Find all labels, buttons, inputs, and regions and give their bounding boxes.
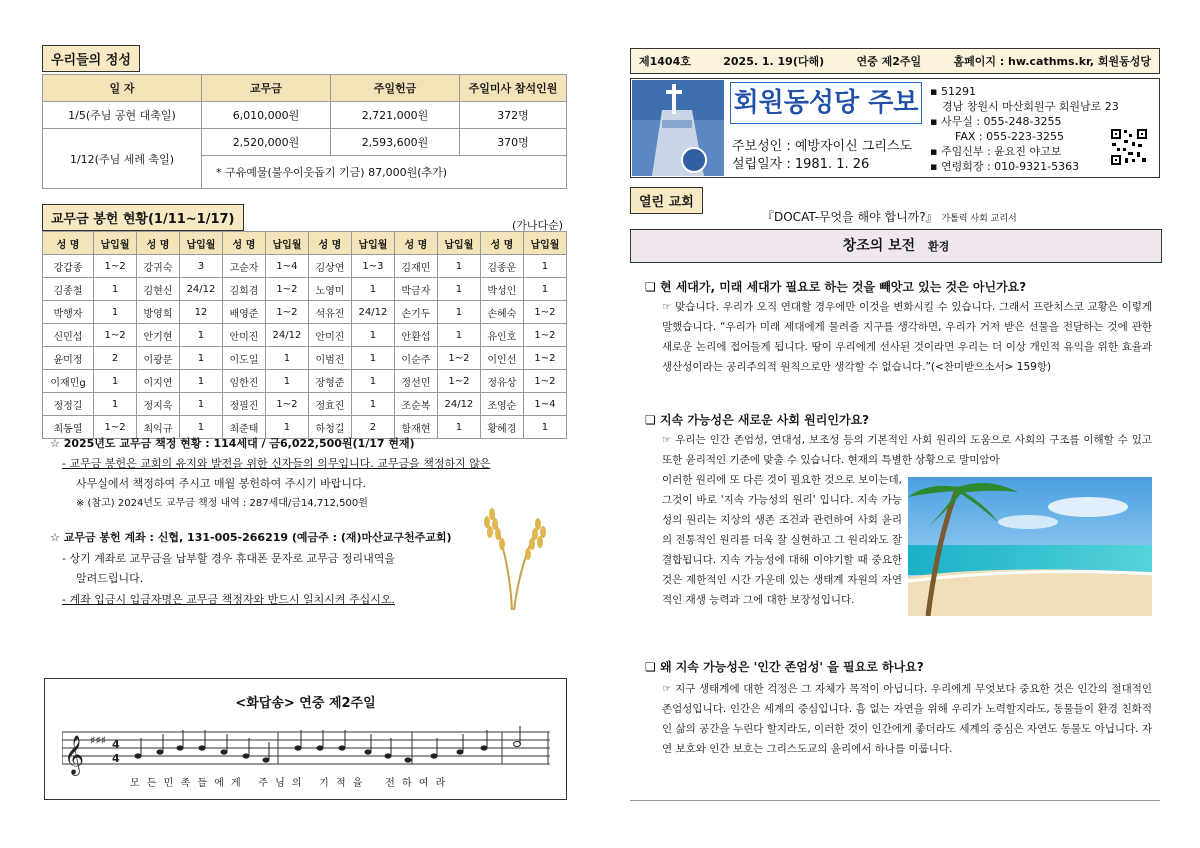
issue-number: 제1404호 (639, 55, 691, 68)
table-cell: 2,593,600원 (331, 129, 460, 156)
question-3: ❏ 왜 지속 가능성은 '인간 존엄성' 을 필요로 하나요? (645, 660, 924, 674)
donor-name: 안미진 (308, 324, 351, 347)
donor-name: 손기두 (394, 301, 437, 324)
table-cell: 370명 (460, 129, 567, 156)
beach-image (908, 477, 1152, 616)
psalm-title: <화답송> 연중 제2주일 (235, 696, 376, 711)
donor-months: 12 (179, 301, 222, 324)
col-date: 일 자 (43, 75, 202, 102)
donor-name: 정정길 (43, 393, 94, 416)
answer-1: ☞ 맞습니다. 우리가 오직 연대할 경우에만 이것을 변화시킬 수 있습니다. 그래서 프란치스코 교황은 이렇게 말했습니다. “우리가 미래 세대에게 물려줄 지구를 생각하면, 우리가 거저 받은 선물을 전달하는 것에 관한 새로운 논리에 접어들게 됩니다. 땅이 우리에게 선사된 것이라면 우리는 더 이상 개인적 유익을 위한 효율과 생산성이라는 공리주의적 원칙으로만 생각할 수 없습니다.”(<찬미받으소서> 159항) (662, 301, 1152, 373)
donor-months: 1~2 (265, 278, 308, 301)
donor-name: 황혜경 (480, 416, 523, 439)
donor-months: 1 (179, 370, 222, 393)
donor-months: 1 (437, 416, 480, 439)
svg-text:♯♯♯: ♯♯♯ (90, 734, 106, 747)
question-1: ❏ 현 세대가, 미래 세대가 필요로 하는 것을 빼앗고 있는 것은 아닌가요? (645, 280, 1027, 294)
donor-months: 1 (94, 301, 137, 324)
donor-name: 안미진 (222, 324, 265, 347)
table-row (43, 301, 567, 324)
answer-2-body: 이러한 원리에 또 다른 것이 필요한 것으로 보이는데, 그것이 바로 '지속 가능성의 원리' 입니다. 지속 가능성의 원리는 지상의 생존 조건과 관련하여 사회 윤리의 전통적인 원리를 더욱 잘 실현하고 그 원리와도 잘 결합됩니다. 지속 가능성에 대해 이야기할 때 중요한 것은 제한적인 시간 가운데 있는 생태계 자원의 자연적인 재생 능력과 그에 대한 보장성입니다. (662, 474, 902, 606)
donor-months: 1~2 (265, 301, 308, 324)
tithe-summary: ☆ 2025년도 교무금 책정 현황 : 114세대 / 금6,022,500원(1/17 현재) (50, 437, 415, 450)
homepage-link[interactable]: 홈페이지 : hw.cathms.kr, 회원동성당 (953, 55, 1151, 68)
donor-section-title: 교무금 봉헌 현황(1/11~1/17) (42, 204, 244, 231)
donor-months: 1 (265, 347, 308, 370)
church-building-image (632, 80, 724, 176)
table-cell: 6,010,000원 (202, 102, 331, 129)
contact-line: FAX : 055-223-3255 (955, 130, 1065, 143)
donor-month-header: 납입월 (94, 232, 137, 255)
topic-subtitle: 환경 (928, 240, 950, 253)
col-attendance: 주일미사 참석인원 (460, 75, 567, 102)
donor-months: 1 (437, 255, 480, 278)
donor-months: 1 (351, 393, 394, 416)
donor-name-header: 성 명 (43, 232, 94, 255)
issue-date: 2025. 1. 19(다해) (723, 55, 825, 68)
donor-months: 1~2 (94, 416, 137, 439)
account-note-line3: - 계좌 입금시 입금자명은 교무금 책정자와 반드시 일치시켜 주십시오. (62, 593, 395, 606)
donor-name-header: 성 명 (222, 232, 265, 255)
donor-month-header: 납입월 (523, 232, 566, 255)
svg-text:𝄞: 𝄞 (64, 735, 85, 775)
donor-name: 김희겸 (222, 278, 265, 301)
rice-stalk-image (462, 492, 562, 612)
donor-name: 정선민 (394, 370, 437, 393)
donor-name: 신민섭 (43, 324, 94, 347)
table-cell: 2,721,000원 (331, 102, 460, 129)
svg-text:4: 4 (112, 752, 120, 765)
donor-months: 1 (523, 416, 566, 439)
donor-name: 김종철 (43, 278, 94, 301)
donor-months: 1~2 (437, 347, 480, 370)
donor-months: 1 (437, 324, 480, 347)
donor-months: 1 (179, 393, 222, 416)
section-label: 열린 교회 (630, 187, 703, 214)
bottom-divider (630, 800, 1160, 801)
donor-name: 방영희 (137, 301, 180, 324)
donor-name: 김상연 (308, 255, 351, 278)
music-staff (62, 726, 552, 776)
donor-month-header: 납입월 (265, 232, 308, 255)
donor-name: 임한진 (222, 370, 265, 393)
donor-name: 안환섭 (394, 324, 437, 347)
tithe-note-line2: 사무실에서 책정하여 주시고 매월 봉헌하여 주시기 바랍니다. (76, 477, 367, 490)
donor-months: 1~2 (265, 393, 308, 416)
donor-months: 1 (437, 278, 480, 301)
table-cell: 372명 (460, 102, 567, 129)
founded-date: 설립일자 : 1981. 1. 26 (732, 157, 870, 172)
donor-name: 이인선 (480, 347, 523, 370)
donor-name: 정유상 (480, 370, 523, 393)
donor-months: 1~2 (94, 324, 137, 347)
donor-months: 1 (351, 347, 394, 370)
donor-name: 최익규 (137, 416, 180, 439)
donor-name: 정필진 (222, 393, 265, 416)
donor-months: 2 (94, 347, 137, 370)
donor-months: 1~4 (523, 393, 566, 416)
account-note-line1: - 상기 계좌로 교무금을 납부할 경우 휴대폰 문자로 교무금 정리내역을 (62, 552, 395, 565)
donor-name: 이범진 (308, 347, 351, 370)
donor-months: 1~2 (523, 347, 566, 370)
donor-name: 조순복 (394, 393, 437, 416)
donor-name: 하청길 (308, 416, 351, 439)
donor-month-header: 납입월 (351, 232, 394, 255)
donor-name: 정효진 (308, 393, 351, 416)
donor-months: 1 (265, 416, 308, 439)
table-cell: 1/12(주님 세례 축일) (43, 129, 202, 189)
table-row (43, 347, 567, 370)
donor-month-header: 납입월 (437, 232, 480, 255)
donor-name: 박성인 (480, 278, 523, 301)
table-row (43, 324, 567, 347)
donor-months: 1 (523, 255, 566, 278)
donor-name: 윤미정 (43, 347, 94, 370)
account-info: ☆ 교무금 봉헌 계좌 : 신협, 131-005-266219 (예금주 : (재)마산교구천주교회) (50, 531, 452, 544)
donor-months: 1 (437, 301, 480, 324)
table-row (43, 255, 567, 278)
donor-name: 이도일 (222, 347, 265, 370)
donor-months: 1 (94, 393, 137, 416)
contact-line: 경남 창원시 마산회원구 회원남로 23 (942, 100, 1119, 113)
donor-name: 강귀숙 (137, 255, 180, 278)
donor-months: 1 (351, 370, 394, 393)
donor-months: 3 (179, 255, 222, 278)
donor-months: 24/12 (179, 278, 222, 301)
docat-title: 『DOCAT-무엇을 해야 합니까?』 (762, 210, 938, 224)
table-row (43, 278, 567, 301)
issue-season: 연중 제2주일 (856, 55, 922, 68)
donor-name: 김재민 (394, 255, 437, 278)
donor-name: 조영순 (480, 393, 523, 416)
topic-banner (630, 229, 1162, 263)
col-sunday: 주일헌금 (331, 75, 460, 102)
table-row (43, 393, 567, 416)
donor-months: 1 (265, 370, 308, 393)
donor-name: 석유진 (308, 301, 351, 324)
donor-months: 1~3 (351, 255, 394, 278)
donor-name: 안기현 (137, 324, 180, 347)
answer-2-intro: ☞ 우리는 인간 존엄성, 연대성, 보조성 등의 기본적인 사회 원리의 도움으로 사회의 구조를 이해할 수 있고 또한 윤리적인 기준에 맞출 수 있습니다. 현재의 특별한 상황으로 말미암아 (662, 434, 1152, 466)
donor-name: 노영미 (308, 278, 351, 301)
docat-reference (762, 208, 1017, 225)
answer-3: ☞ 지구 생태계에 대한 걱정은 그 자체가 목적이 아닙니다. 우리에게 무엇보다 중요한 것은 인간의 절대적인 존엄성입니다. 인간은 세계의 중심입니다. 흠 없는 자연을 위해 우리가 노력할지라도, 동물들이 환경 친화적인 삶의 공간을 누린다 할지라도, 이러한 것이 인간에게 좋더라도 세계의 중심은 자연도 동물도 아닙니다. 자연 보호와 인간 보호는 그리스도교의 윤리에서 하나를 이룹니다. (662, 683, 1152, 755)
contact-line: ▪ 연령회장 : 010-9321-5363 (930, 160, 1080, 173)
donor-months: 1~2 (523, 301, 566, 324)
donor-body (43, 255, 567, 439)
psalm-lyrics: 모 든 민 족 들 에 게 주 님 의 기 적 을 전 하 여 라 (130, 778, 448, 789)
tithe-note-line3: ※ (참고) 2024년도 교무금 책정 내역 : 287세대/금14,712,500원 (76, 498, 368, 509)
donor-months: 1~4 (265, 255, 308, 278)
offering-table (42, 74, 567, 189)
donor-months: 24/12 (437, 393, 480, 416)
donor-month-header: 납입월 (179, 232, 222, 255)
donor-name: 고순자 (222, 255, 265, 278)
bulletin-title: 회원동성당 주보 (730, 82, 922, 124)
donor-name: 박금자 (394, 278, 437, 301)
donor-name: 이재민g (43, 370, 94, 393)
patron-saint: 주보성인 : 예방자이신 그리스도 (732, 139, 913, 154)
contact-line: ▪ 주임신부 : 윤요진 야고보 (930, 145, 1062, 158)
issue-header (630, 48, 1160, 74)
topic-title: 창조의 보전 (842, 238, 916, 254)
donor-months: 1 (179, 416, 222, 439)
donor-name: 배영준 (222, 301, 265, 324)
donor-months: 1~2 (94, 255, 137, 278)
donor-months: 1 (351, 278, 394, 301)
svg-text:4: 4 (112, 738, 120, 751)
donor-name: 최준태 (222, 416, 265, 439)
account-note-line2: 알려드립니다. (76, 572, 144, 585)
donor-months: 1 (94, 370, 137, 393)
donor-months: 2 (351, 416, 394, 439)
donor-name-header: 성 명 (308, 232, 351, 255)
donor-months: 1~2 (437, 370, 480, 393)
donor-name: 이광문 (137, 347, 180, 370)
donor-months: 24/12 (265, 324, 308, 347)
donor-months: 1 (94, 278, 137, 301)
offering-section-title: 우리들의 정성 (42, 45, 140, 72)
donor-name: 박행자 (43, 301, 94, 324)
contact-line: ▪ 사무실 : 055-248-3255 (930, 115, 1062, 128)
donor-name: 김현신 (137, 278, 180, 301)
donor-name-header: 성 명 (137, 232, 180, 255)
col-tithe: 교무금 (202, 75, 331, 102)
donor-months: 1 (351, 324, 394, 347)
donor-months: 24/12 (351, 301, 394, 324)
donor-months: 1 (179, 324, 222, 347)
donor-order-note: (가나다순) (512, 219, 564, 232)
donor-name: 함재현 (394, 416, 437, 439)
tithe-note-line1: - 교무금 봉헌은 교회의 유지와 발전을 위한 신자들의 의무입니다. 교무금을 책정하지 않은 (62, 457, 491, 470)
donor-name-header: 성 명 (480, 232, 523, 255)
donor-name: 정지욱 (137, 393, 180, 416)
donor-header-row (43, 232, 567, 255)
docat-subtitle: 가톨릭 사회 교리서 (941, 214, 1017, 224)
table-cell: 1/5(주님 공현 대축일) (43, 102, 202, 129)
question-2: ❏ 지속 가능성은 새로운 사회 원리인가요? (645, 413, 870, 427)
donor-table (42, 231, 567, 439)
qr-code-image[interactable] (1110, 128, 1148, 166)
donor-name: 이지연 (137, 370, 180, 393)
donor-name: 최동열 (43, 416, 94, 439)
donor-name: 손혜숙 (480, 301, 523, 324)
donor-name: 이순주 (394, 347, 437, 370)
donor-months: 1~2 (523, 370, 566, 393)
table-row (43, 370, 567, 393)
donor-name: 유인호 (480, 324, 523, 347)
donor-name: 김종운 (480, 255, 523, 278)
table-cell: 2,520,000원 (202, 129, 331, 156)
offering-note: * 구유예물(불우이웃돕기 기금) 87,000원(추가) (202, 156, 567, 189)
donor-months: 1~2 (523, 324, 566, 347)
donor-name: 장형준 (308, 370, 351, 393)
contact-line: ▪ 51291 (930, 85, 976, 98)
donor-months: 1 (523, 278, 566, 301)
donor-name: 강갑종 (43, 255, 94, 278)
donor-months: 1 (179, 347, 222, 370)
donor-name-header: 성 명 (394, 232, 437, 255)
